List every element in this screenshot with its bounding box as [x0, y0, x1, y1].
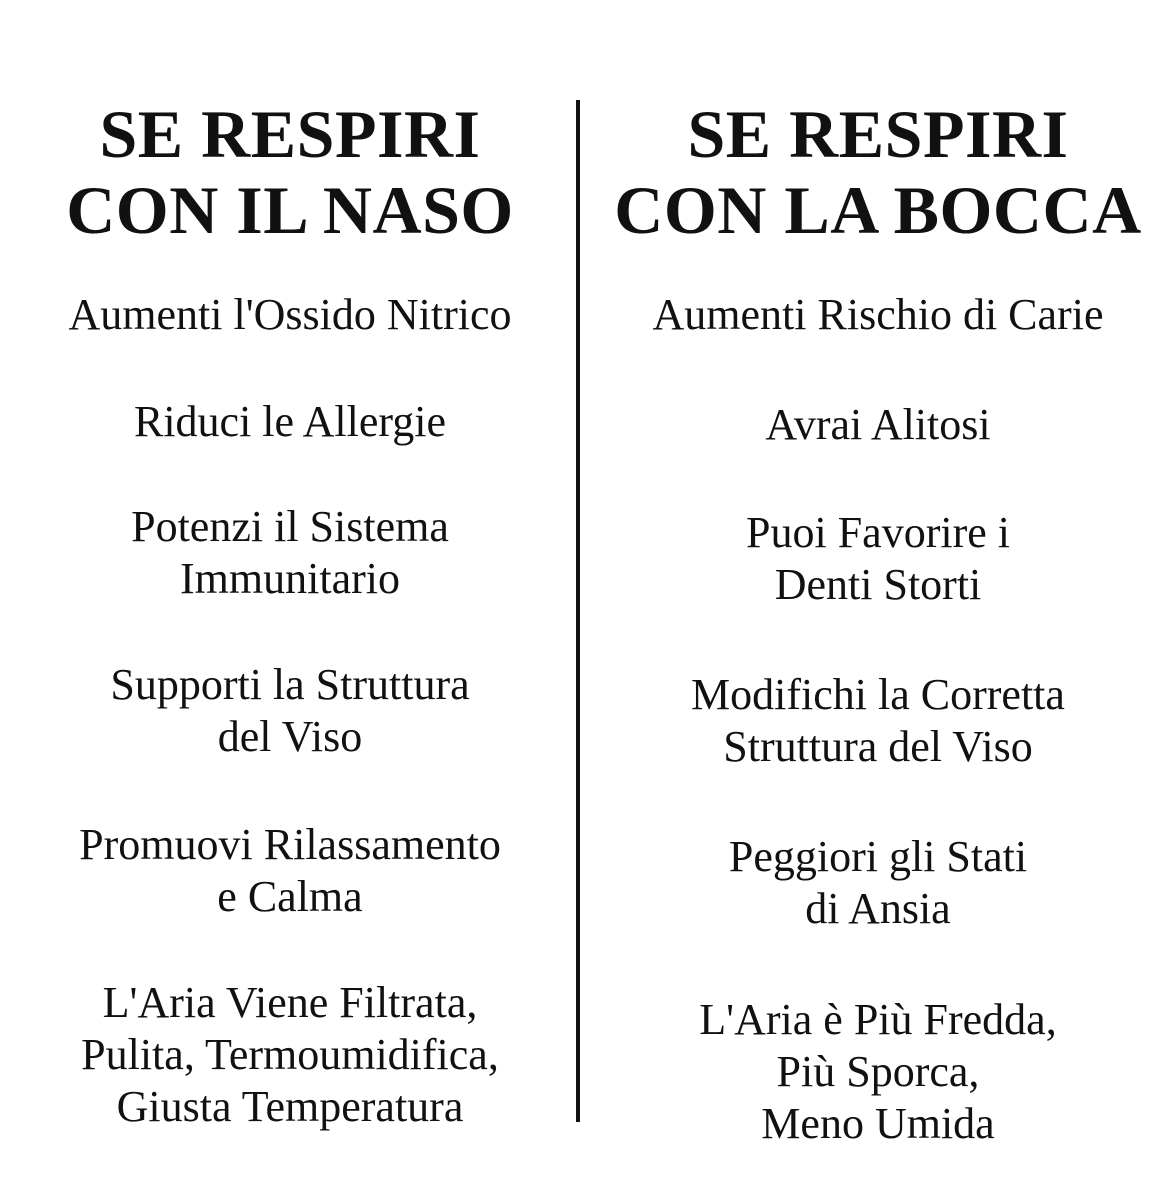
item-line: Avrai Alitosi [765, 400, 991, 449]
heading-line: SE RESPIRI [99, 96, 481, 172]
item-line: Aumenti Rischio di Carie [652, 290, 1104, 339]
item-line: Più Sporca, [776, 1047, 980, 1096]
item-line: Giusta Temperatura [116, 1082, 464, 1131]
item-line: Struttura del Viso [723, 722, 1033, 771]
nose-breathing-column [0, 0, 580, 1182]
nose-benefit-item [0, 289, 580, 341]
item-line: Meno Umida [761, 1099, 995, 1148]
item-line: Supporti la Struttura [110, 660, 470, 709]
item-line: Pulita, Termoumidifica, [81, 1030, 499, 1079]
mouth-effect-item [586, 399, 1170, 451]
heading-line: CON IL NASO [66, 172, 514, 248]
item-line: Riduci le Allergie [133, 397, 447, 446]
item-line: Immunitario [180, 554, 400, 603]
item-line: e Calma [217, 872, 363, 921]
column-divider [576, 100, 580, 1122]
mouth-effect-item [586, 507, 1170, 611]
item-line: L'Aria Viene Filtrata, [102, 978, 478, 1027]
nose-benefit-item [0, 659, 580, 763]
item-line: Potenzi il Sistema [131, 502, 449, 551]
mouth-effect-item [586, 289, 1170, 341]
item-line: Puoi Favorire i [746, 508, 1010, 557]
mouth-effect-item [586, 831, 1170, 935]
mouth-breathing-column [586, 0, 1170, 1182]
heading-line: SE RESPIRI [687, 96, 1069, 172]
mouth-effect-item [586, 669, 1170, 773]
item-line: di Ansia [805, 884, 951, 933]
item-line: Peggiori gli Stati [728, 832, 1028, 881]
item-line: del Viso [217, 712, 363, 761]
mouth-effect-item [586, 994, 1170, 1150]
item-line: L'Aria è Più Fredda, [699, 995, 1057, 1044]
nose-benefit-item [0, 396, 580, 448]
item-line: Aumenti l'Ossido Nitrico [68, 290, 512, 339]
item-line: Modifichi la Corretta [691, 670, 1065, 719]
item-line: Promuovi Rilassamento [79, 820, 501, 869]
nose-benefit-item [0, 819, 580, 923]
mouth-column-heading [586, 96, 1170, 248]
nose-benefit-item [0, 977, 580, 1133]
heading-line: CON LA BOCCA [614, 172, 1142, 248]
nose-benefit-item [0, 501, 580, 605]
item-line: Denti Storti [774, 560, 982, 609]
nose-column-heading [0, 96, 580, 248]
